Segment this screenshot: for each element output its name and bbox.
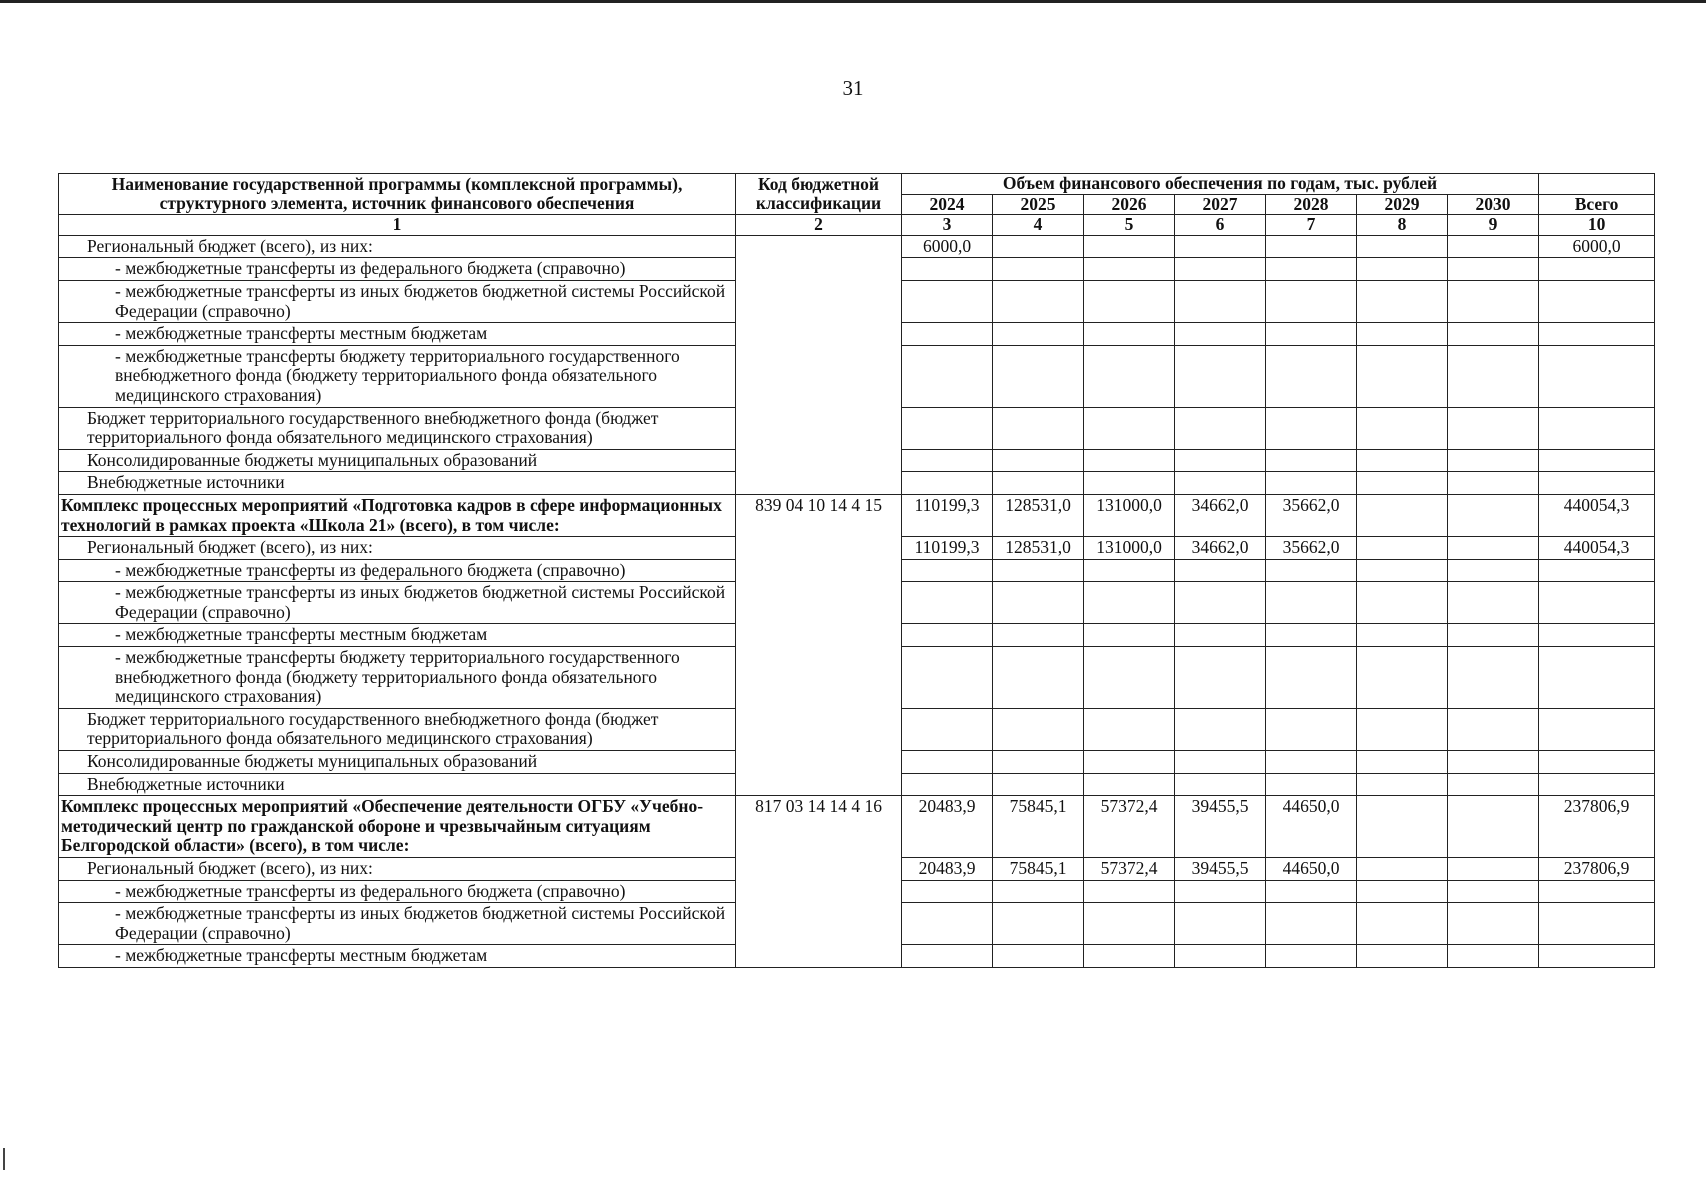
year-value-cell (1084, 945, 1175, 968)
year-value-cell (1266, 773, 1357, 796)
header-code-column: Код бюджетной классификации (736, 174, 902, 215)
year-value-cell: 57372,4 (1084, 796, 1175, 858)
row-name: Комплекс процессных мероприятий «Обеспечение деятельности ОГБУ «Учебно-методический центр по гражданской обороне и чрезвычайным ситуациям Белгородской области» (всего), в том числе: (59, 796, 736, 858)
row-name: Региональный бюджет (всего), из них: (59, 858, 736, 881)
year-value-cell (993, 559, 1084, 582)
column-number: 10 (1539, 215, 1655, 236)
year-value-cell (1448, 537, 1539, 560)
year-value-cell (1084, 235, 1175, 258)
year-value-cell (1357, 647, 1448, 709)
header-year: 2029 (1357, 194, 1448, 215)
year-value-cell (1084, 582, 1175, 624)
year-value-cell (902, 624, 993, 647)
year-value-cell (993, 773, 1084, 796)
year-value-cell (1175, 880, 1266, 903)
year-value-cell (1357, 880, 1448, 903)
column-number: 2 (736, 215, 902, 236)
total-value-cell (1539, 345, 1655, 407)
year-value-cell (902, 323, 993, 346)
year-value-cell (993, 258, 1084, 281)
total-value-cell: 440054,3 (1539, 494, 1655, 536)
header-year: 2030 (1448, 194, 1539, 215)
column-number: 4 (993, 215, 1084, 236)
year-value-cell (1357, 258, 1448, 281)
column-number: 6 (1175, 215, 1266, 236)
year-value-cell (1084, 773, 1175, 796)
year-value-cell (1175, 708, 1266, 750)
source-row (59, 235, 1655, 258)
year-value-cell (1448, 323, 1539, 346)
year-value-cell (902, 708, 993, 750)
year-value-cell (993, 449, 1084, 472)
row-name: - межбюджетные трансферты из иных бюджетов бюджетной системы Российской Федерации (справочно) (59, 903, 736, 945)
year-value-cell: 110199,3 (902, 537, 993, 560)
total-value-cell: 440054,3 (1539, 537, 1655, 560)
year-value-cell (1084, 449, 1175, 472)
total-value-cell (1539, 880, 1655, 903)
column-number: 8 (1357, 215, 1448, 236)
year-value-cell: 57372,4 (1084, 858, 1175, 881)
column-number: 7 (1266, 215, 1357, 236)
total-value-cell (1539, 449, 1655, 472)
year-value-cell (1266, 280, 1357, 322)
total-value-cell (1539, 945, 1655, 968)
header-year: 2028 (1266, 194, 1357, 215)
column-number-row (59, 215, 1655, 236)
row-name: Внебюджетные источники (59, 472, 736, 495)
year-value-cell (993, 472, 1084, 495)
column-number: 5 (1084, 215, 1175, 236)
year-value-cell (1357, 449, 1448, 472)
header-total: Всего (1539, 194, 1655, 215)
year-value-cell (1175, 258, 1266, 281)
year-value-cell (902, 407, 993, 449)
year-value-cell (902, 751, 993, 774)
year-value-cell (1357, 472, 1448, 495)
year-value-cell (902, 582, 993, 624)
year-value-cell (1266, 647, 1357, 709)
year-value-cell (1357, 751, 1448, 774)
year-value-cell (1448, 796, 1539, 858)
year-value-cell (1448, 582, 1539, 624)
year-value-cell (993, 624, 1084, 647)
year-value-cell (1357, 280, 1448, 322)
year-value-cell (1084, 559, 1175, 582)
page-number: 31 (842, 76, 864, 100)
year-value-cell: 34662,0 (1175, 537, 1266, 560)
year-value-cell (1175, 280, 1266, 322)
year-value-cell: 44650,0 (1266, 858, 1357, 881)
year-value-cell (1084, 880, 1175, 903)
row-name: Консолидированные бюджеты муниципальных образований (59, 751, 736, 774)
year-value-cell (1357, 796, 1448, 858)
budget-code-cell: 817 03 14 14 4 16 (736, 796, 902, 968)
year-value-cell (1448, 880, 1539, 903)
year-value-cell (1448, 407, 1539, 449)
year-value-cell (1448, 472, 1539, 495)
year-value-cell (1175, 751, 1266, 774)
year-value-cell (1357, 345, 1448, 407)
year-value-cell (993, 345, 1084, 407)
year-value-cell (902, 280, 993, 322)
row-name: Комплекс процессных мероприятий «Подготовка кадров в сфере информационных технологий в рамках проекта «Школа 21» (всего), в том числе: (59, 494, 736, 536)
year-value-cell: 20483,9 (902, 858, 993, 881)
row-name: - межбюджетные трансферты бюджету территориального государственного внебюджетного фонда (бюджету территориального фонда обязательного медицинского страхования) (59, 345, 736, 407)
year-value-cell (1084, 258, 1175, 281)
year-value-cell: 34662,0 (1175, 494, 1266, 536)
year-value-cell (1084, 647, 1175, 709)
year-value-cell (993, 280, 1084, 322)
year-value-cell (993, 880, 1084, 903)
year-value-cell (993, 708, 1084, 750)
total-value-cell (1539, 559, 1655, 582)
row-name: Региональный бюджет (всего), из них: (59, 537, 736, 560)
year-value-cell (1266, 903, 1357, 945)
year-value-cell: 39455,5 (1175, 858, 1266, 881)
year-value-cell: 75845,1 (993, 858, 1084, 881)
year-value-cell (1175, 903, 1266, 945)
year-value-cell (1175, 945, 1266, 968)
year-value-cell (902, 472, 993, 495)
year-value-cell (1448, 708, 1539, 750)
top-edge-line (0, 0, 1706, 3)
year-value-cell (1175, 449, 1266, 472)
year-value-cell (1266, 235, 1357, 258)
year-value-cell (1357, 407, 1448, 449)
column-number: 1 (59, 215, 736, 236)
year-value-cell (902, 647, 993, 709)
year-value-cell (1175, 472, 1266, 495)
year-value-cell (993, 323, 1084, 346)
total-value-cell: 237806,9 (1539, 796, 1655, 858)
year-value-cell (993, 235, 1084, 258)
year-value-cell (1266, 945, 1357, 968)
year-value-cell (1175, 624, 1266, 647)
row-name: - межбюджетные трансферты из иных бюджетов бюджетной системы Российской Федерации (справочно) (59, 582, 736, 624)
row-name: Региональный бюджет (всего), из них: (59, 235, 736, 258)
year-value-cell (1266, 751, 1357, 774)
budget-code-cell (736, 235, 902, 494)
year-value-cell (1084, 280, 1175, 322)
year-value-cell (1357, 945, 1448, 968)
year-value-cell: 128531,0 (993, 494, 1084, 536)
year-value-cell (1448, 258, 1539, 281)
year-value-cell: 44650,0 (1266, 796, 1357, 858)
year-value-cell (1175, 559, 1266, 582)
total-value-cell (1539, 773, 1655, 796)
budget-code-cell: 839 04 10 14 4 15 (736, 494, 902, 795)
year-value-cell: 128531,0 (993, 537, 1084, 560)
year-value-cell (1448, 903, 1539, 945)
year-value-cell (1448, 345, 1539, 407)
header-name-column: Наименование государственной программы (комплексной программы), структурного элемента, источник финансового обеспечения (59, 174, 736, 215)
year-value-cell (1084, 323, 1175, 346)
column-number: 3 (902, 215, 993, 236)
year-value-cell (1266, 582, 1357, 624)
year-value-cell (1084, 345, 1175, 407)
year-value-cell (1266, 323, 1357, 346)
row-name: - межбюджетные трансферты местным бюджетам (59, 945, 736, 968)
row-name: Консолидированные бюджеты муниципальных образований (59, 449, 736, 472)
header-empty-cell (1539, 174, 1655, 195)
year-value-cell (1266, 258, 1357, 281)
year-value-cell (1175, 647, 1266, 709)
row-name: Бюджет территориального государственного внебюджетного фонда (бюджет территориального фонда обязательного медицинского страхования) (59, 407, 736, 449)
total-value-cell (1539, 582, 1655, 624)
year-value-cell (1357, 559, 1448, 582)
year-value-cell (1084, 407, 1175, 449)
year-value-cell (902, 258, 993, 281)
row-name: - межбюджетные трансферты из федерального бюджета (справочно) (59, 880, 736, 903)
header-volume-group: Объем финансового обеспечения по годам, тыс. рублей (902, 174, 1539, 195)
year-value-cell (1175, 323, 1266, 346)
year-value-cell (1266, 708, 1357, 750)
year-value-cell: 35662,0 (1266, 494, 1357, 536)
year-value-cell (1448, 773, 1539, 796)
total-value-cell (1539, 751, 1655, 774)
year-value-cell (1448, 624, 1539, 647)
row-name: - межбюджетные трансферты бюджету территориального государственного внебюджетного фонда (бюджету территориального фонда обязательного медицинского страхования) (59, 647, 736, 709)
year-value-cell (902, 773, 993, 796)
year-value-cell (1448, 647, 1539, 709)
year-value-cell: 20483,9 (902, 796, 993, 858)
program-row (59, 796, 1655, 858)
total-value-cell (1539, 472, 1655, 495)
row-name: - межбюджетные трансферты местным бюджетам (59, 624, 736, 647)
year-value-cell (993, 945, 1084, 968)
row-name: - межбюджетные трансферты местным бюджетам (59, 323, 736, 346)
row-name: - межбюджетные трансферты из федерального бюджета (справочно) (59, 258, 736, 281)
year-value-cell (902, 903, 993, 945)
total-value-cell (1539, 323, 1655, 346)
year-value-cell (1084, 903, 1175, 945)
scan-edge-mark (3, 1148, 5, 1170)
year-value-cell (1448, 235, 1539, 258)
row-name: Внебюджетные источники (59, 773, 736, 796)
year-value-cell (1266, 449, 1357, 472)
year-value-cell (1266, 880, 1357, 903)
year-value-cell (993, 903, 1084, 945)
year-value-cell (1175, 773, 1266, 796)
header-year: 2026 (1084, 194, 1175, 215)
row-name: Бюджет территориального государственного внебюджетного фонда (бюджет территориального фонда обязательного медицинского страхования) (59, 708, 736, 750)
year-value-cell (1266, 624, 1357, 647)
year-value-cell (1357, 624, 1448, 647)
year-value-cell (1448, 751, 1539, 774)
year-value-cell (1084, 751, 1175, 774)
year-value-cell (1448, 945, 1539, 968)
year-value-cell: 75845,1 (993, 796, 1084, 858)
year-value-cell (1175, 235, 1266, 258)
year-value-cell (1266, 559, 1357, 582)
year-value-cell (1084, 472, 1175, 495)
year-value-cell (1357, 323, 1448, 346)
year-value-cell (1448, 449, 1539, 472)
total-value-cell: 237806,9 (1539, 858, 1655, 881)
year-value-cell (1266, 345, 1357, 407)
program-row (59, 494, 1655, 536)
year-value-cell (1084, 624, 1175, 647)
year-value-cell (1448, 280, 1539, 322)
year-value-cell (993, 751, 1084, 774)
year-value-cell: 39455,5 (1175, 796, 1266, 858)
year-value-cell (1357, 708, 1448, 750)
year-value-cell: 131000,0 (1084, 494, 1175, 536)
year-value-cell (1357, 494, 1448, 536)
total-value-cell (1539, 280, 1655, 322)
total-value-cell (1539, 903, 1655, 945)
year-value-cell (993, 407, 1084, 449)
year-value-cell: 131000,0 (1084, 537, 1175, 560)
year-value-cell (1266, 472, 1357, 495)
year-value-cell (1357, 582, 1448, 624)
year-value-cell: 35662,0 (1266, 537, 1357, 560)
year-value-cell (1357, 858, 1448, 881)
header-year: 2027 (1175, 194, 1266, 215)
financing-table (58, 173, 1655, 968)
total-value-cell (1539, 407, 1655, 449)
year-value-cell (1448, 494, 1539, 536)
total-value-cell (1539, 624, 1655, 647)
year-value-cell: 110199,3 (902, 494, 993, 536)
year-value-cell (1448, 559, 1539, 582)
row-name: - межбюджетные трансферты из иных бюджетов бюджетной системы Российской Федерации (справочно) (59, 280, 736, 322)
year-value-cell (902, 449, 993, 472)
total-value-cell: 6000,0 (1539, 235, 1655, 258)
year-value-cell (902, 559, 993, 582)
year-value-cell (1084, 708, 1175, 750)
year-value-cell (1175, 345, 1266, 407)
year-value-cell (1357, 235, 1448, 258)
year-value-cell (993, 582, 1084, 624)
year-value-cell (902, 345, 993, 407)
year-value-cell (1448, 858, 1539, 881)
header-year: 2024 (902, 194, 993, 215)
year-value-cell (1357, 903, 1448, 945)
year-value-cell (1357, 537, 1448, 560)
total-value-cell (1539, 708, 1655, 750)
year-value-cell (902, 945, 993, 968)
column-number: 9 (1448, 215, 1539, 236)
year-value-cell (1175, 407, 1266, 449)
total-value-cell (1539, 647, 1655, 709)
year-value-cell (993, 647, 1084, 709)
row-name: - межбюджетные трансферты из федерального бюджета (справочно) (59, 559, 736, 582)
year-value-cell (902, 880, 993, 903)
year-value-cell (1175, 582, 1266, 624)
header-year: 2025 (993, 194, 1084, 215)
header-row-1 (59, 174, 1655, 195)
total-value-cell (1539, 258, 1655, 281)
year-value-cell (1266, 407, 1357, 449)
year-value-cell: 6000,0 (902, 235, 993, 258)
year-value-cell (1357, 773, 1448, 796)
